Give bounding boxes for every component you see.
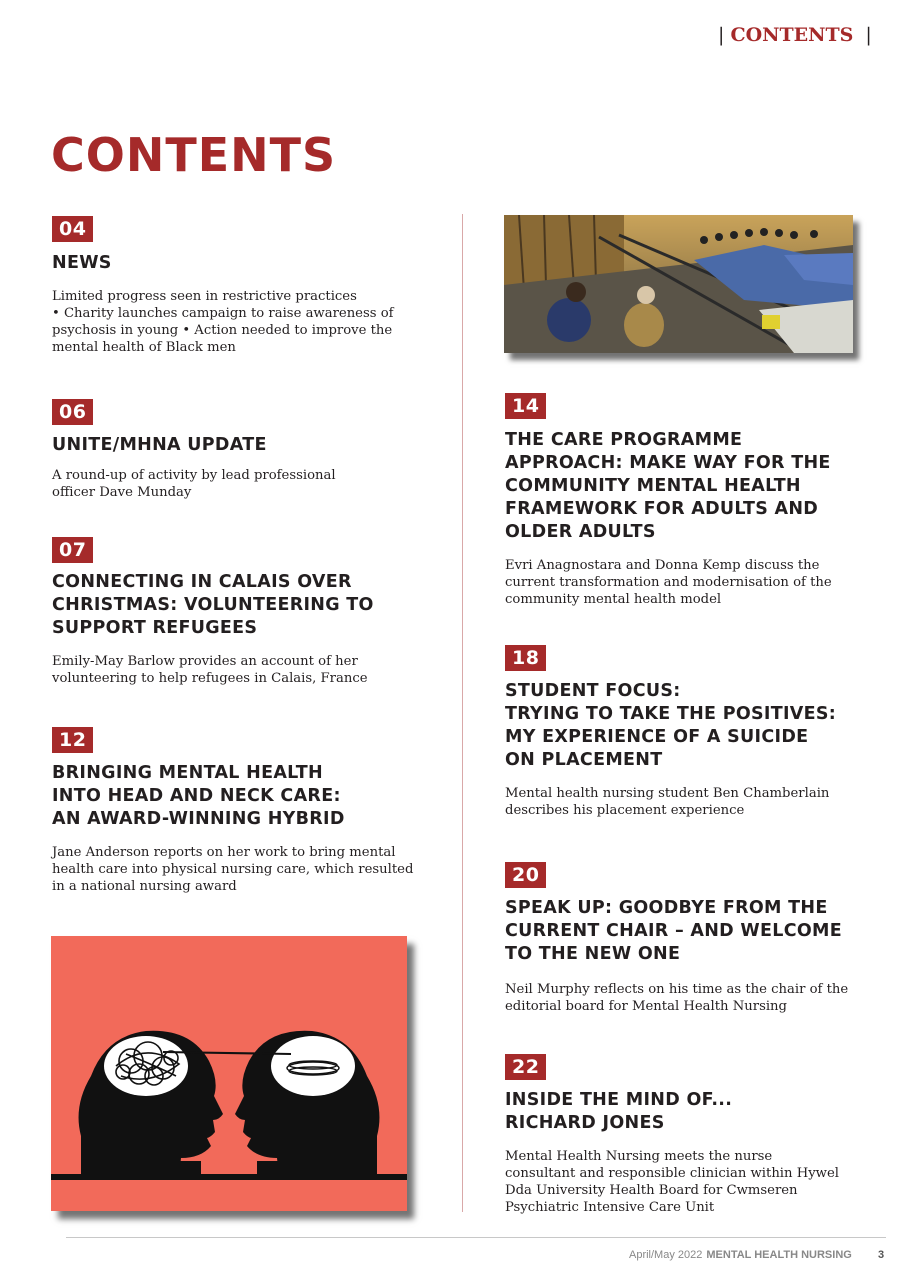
- entry-description: Mental Health Nursing meets the nurse consultant and responsible clinician within Hywel Dda University Health Board for Cwmseren Psychiatric Intensive Care Unit: [505, 1149, 839, 1215]
- contents-entry[interactable]: [52, 727, 452, 895]
- footer-divider: [66, 1237, 886, 1238]
- page-footer: [629, 1249, 885, 1261]
- page-number-badge: 06: [52, 399, 93, 425]
- entry-description: A round-up of activity by lead professional officer Dave Munday: [52, 468, 336, 500]
- contents-entry[interactable]: [505, 1054, 885, 1216]
- publication-name: MENTAL HEALTH NURSING: [706, 1249, 852, 1261]
- contents-entry[interactable]: [505, 645, 885, 819]
- page-number-badge: 22: [505, 1054, 546, 1080]
- entry-description: Emily-May Barlow provides an account of her volunteering to help refugees in Calais, France: [52, 654, 368, 686]
- two-heads-illustration: [51, 936, 407, 1211]
- column-divider: [462, 214, 463, 1212]
- contents-entry[interactable]: [505, 393, 885, 608]
- page-number-badge: 07: [52, 537, 93, 563]
- entry-title: CONNECTING IN CALAIS OVER CHRISTMAS: VOLUNTEERING TO SUPPORT REFUGEES: [52, 572, 374, 638]
- page-number-badge: 04: [52, 216, 93, 242]
- entry-description: Mental health nursing student Ben Chamberlain describes his placement experience: [505, 786, 830, 818]
- page-number-badge: 14: [505, 393, 546, 419]
- page-number: 3: [878, 1249, 885, 1261]
- contents-entry[interactable]: [52, 399, 452, 501]
- contents-entry[interactable]: [52, 216, 452, 356]
- entry-title: NEWS: [52, 253, 112, 273]
- entry-description: Limited progress seen in restrictive practices • Charity launches campaign to raise awareness of psychosis in young • Action needed to improve the mental health of Black men: [52, 289, 394, 355]
- entry-title: UNITE/MHNA UPDATE: [52, 435, 267, 455]
- page-number-badge: 20: [505, 862, 546, 888]
- section-header-label: CONTENTS: [730, 24, 854, 46]
- issue-date: April/May 2022: [629, 1249, 703, 1261]
- entry-description: Evri Anagnostara and Donna Kemp discuss the current transformation and modernisation of the community mental health model: [505, 558, 832, 607]
- entry-title: THE CARE PROGRAMME APPROACH: MAKE WAY FOR THE COMMUNITY MENTAL HEALTH FRAMEWORK FOR ADULTS AND OLDER ADULTS: [505, 430, 831, 542]
- section-header: | CONTENTS |: [718, 24, 872, 46]
- entry-title: INSIDE THE MIND OF... RICHARD JONES: [505, 1090, 733, 1133]
- contents-entry[interactable]: [505, 862, 885, 1015]
- entry-title: SPEAK UP: GOODBYE FROM THE CURRENT CHAIR – AND WELCOME TO THE NEW ONE: [505, 898, 842, 964]
- entry-description: Jane Anderson reports on her work to bring mental health care into physical nursing care, which resulted in a national nursing award: [52, 845, 414, 894]
- page-title: CONTENTS: [51, 128, 337, 182]
- page-number-badge: 18: [505, 645, 546, 671]
- page-number-badge: 12: [52, 727, 93, 753]
- contents-entry[interactable]: [52, 537, 452, 687]
- entry-title: STUDENT FOCUS: TRYING TO TAKE THE POSITIVES: MY EXPERIENCE OF A SUICIDE ON PLACEMENT: [505, 681, 837, 770]
- refugee-camp-photo: [504, 215, 853, 353]
- entry-description: Neil Murphy reflects on his time as the chair of the editorial board for Mental Health Nursing: [505, 982, 849, 1014]
- entry-title: BRINGING MENTAL HEALTH INTO HEAD AND NECK CARE: AN AWARD-WINNING HYBRID: [52, 763, 345, 829]
